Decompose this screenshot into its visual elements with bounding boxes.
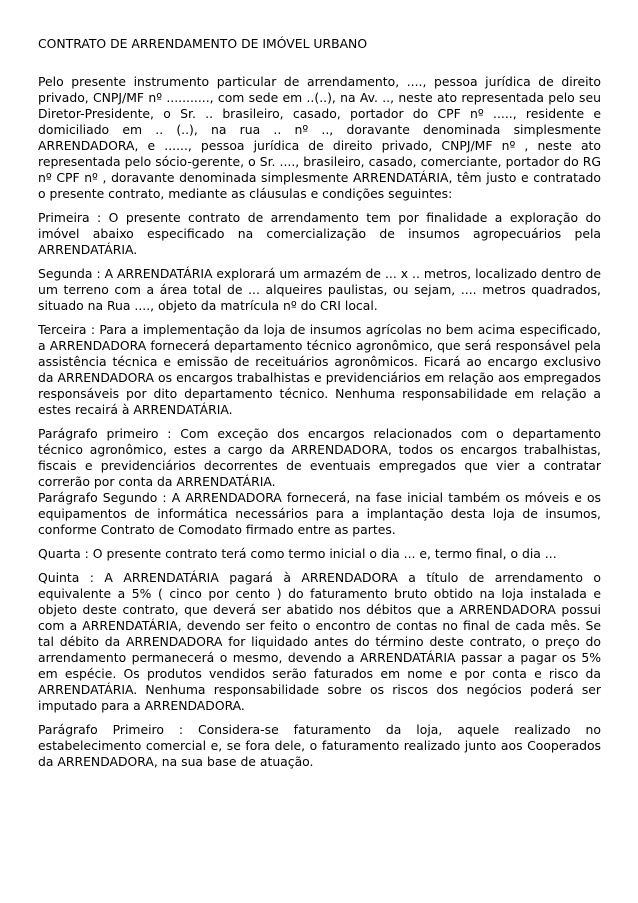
document-title: CONTRATO DE ARRENDAMENTO DE IMÓVEL URBANO <box>38 36 368 51</box>
paragraph-clause-second: Segunda : A ARRENDATÁRIA explorará um armazém de ... x .. metros, localizado dentro de um terreno com a área total de ... alqueires paulistas, ou sejam, .... metros quadrados, situado na Rua ...., objeto da matrícula nº do CRI local. <box>38 266 601 313</box>
paragraph-clause-fourth: Quarta : O presente contrato terá como termo inicial o dia ... e, termo final, o dia ... <box>38 546 557 561</box>
document-page <box>38 36 601 778</box>
paragraph-clause-first: Primeira : O presente contrato de arrendamento tem por finalidade a exploração do imóvel abaixo especificado na comercialização de insumos agropecuários pela ARRENDATÁRIA. <box>38 210 601 257</box>
paragraph-clause-fifth: Quinta : A ARRENDATÁRIA pagará à ARRENDADORA a título de arrendamento o equivalente a 5% ( cinco por cento ) do faturamento bruto obtido na loja instalada e objeto deste contrato, que deverá ser abatido nos débitos que a ARRENDADORA possui com a ARRENDATÁRIA, devendo ser feito o encontro de contas no final de cada mês. Se tal débito da ARRENDADORA for liquidado antes do término deste contrato, o preço do arrendamento permanecerá o mesmo, devendo a ARRENDATÁRIA passar a pagar os 5% em espécie. Os produtos vendidos serão faturados em nome e por conta e risco da ARRENDATÁRIA. Nenhuma responsabilidade sobre os riscos dos negócios poderá ser imputado para a ARRENDADORA. <box>38 570 601 713</box>
paragraph-clause-third: Terceira : Para a implementação da loja de insumos agrícolas no bem acima especificado, a ARRENDADORA fornecerá departamento técnico agronômico, que será responsável pela assistência técnica e emissão de receituários agronômicos. Ficará ao encargo exclusivo da ARRENDADORA os encargos trabalhistas e previdenciários em relação aos empregados responsáveis por dito departamento técnico. Nenhuma responsabilidade em relação a estes recairá à ARRENDATÁRIA. <box>38 322 601 417</box>
paragraph-third-paragraph-two: Parágrafo Segundo : A ARRENDADORA fornecerá, na fase inicial também os móveis e os equipamentos de informática necessários para a implantação desta loja de insumos, conforme Contrato de Comodato firmado entre as partes. <box>38 490 601 537</box>
paragraph-fifth-paragraph-one: Parágrafo Primeiro : Considera-se faturamento da loja, aquele realizado no estabelecimento comercial e, se fora dele, o faturamento realizado junto aos Cooperados da ARRENDADORA, na sua base de atuação. <box>38 722 601 769</box>
paragraph-third-paragraph-one: Parágrafo primeiro : Com exceção dos encargos relacionados com o departamento técnico agronômico, estes a cargo da ARRENDADORA, todos os encargos trabalhistas, fiscais e previdenciários decorrentes de eventuais empregados que vier a contratar correrão por conta da ARRENDATÁRIA. <box>38 426 601 489</box>
paragraph-preamble: Pelo presente instrumento particular de arrendamento, ...., pessoa jurídica de direito privado, CNPJ/MF nº ..........., com sede em ..(..), na Av. .., neste ato representada pelo seu Diretor-Presidente, o Sr. .. brasileiro, casado, portador do CPF nº ....., residente e domiciliado em .. (..), na rua .. nº .., doravante denominada simplesmente ARRENDADORA, e ......, pessoa jurídica de direito privado, CNPJ/MF nº , neste ato representada pelo sócio-gerente, o Sr. ...., brasileiro, casado, comerciante, portador do RG nº CPF nº , doravante denominada simplesmente ARRENDATÁRIA, têm justo e contratado o presente contrato, mediante as cláusulas e condições seguintes: <box>38 74 601 201</box>
